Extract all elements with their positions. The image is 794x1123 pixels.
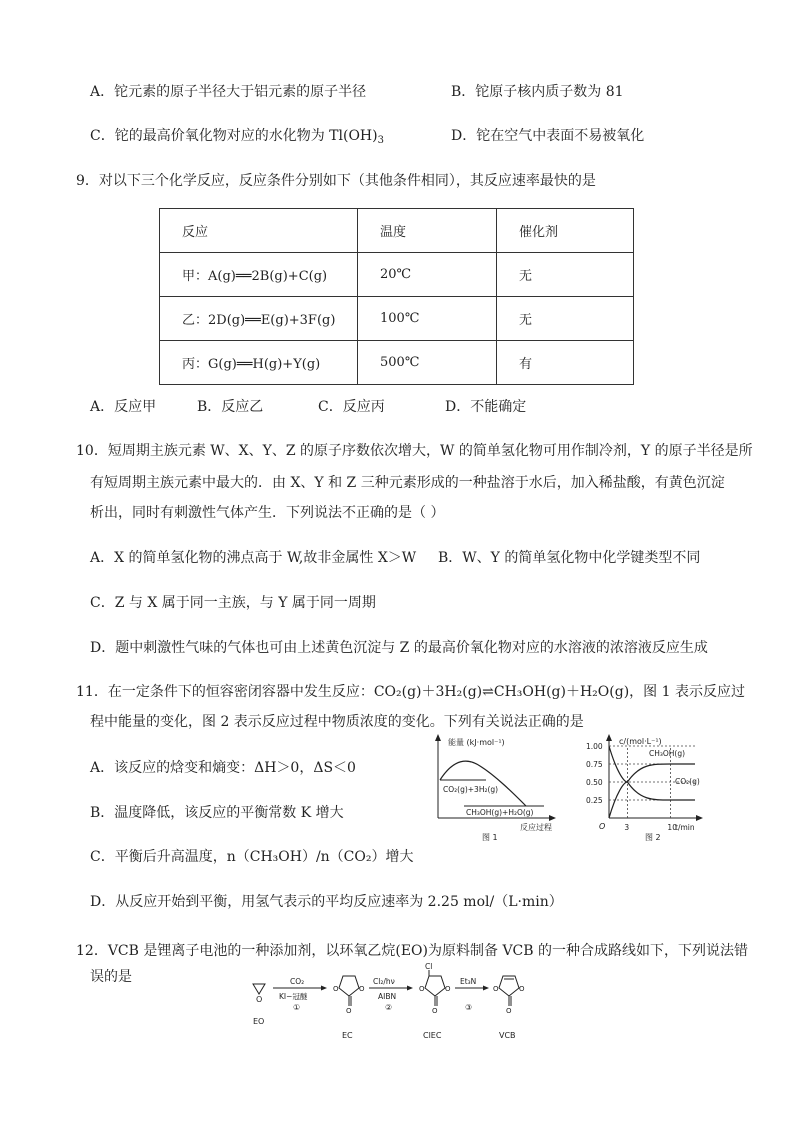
step1-condition: KI−冠醚	[279, 992, 308, 1001]
clec-structure	[425, 970, 445, 1006]
q8-option-a: A．铊元素的原子半径大于铝元素的原子半径	[90, 84, 367, 100]
table-header-cell: 温度	[358, 209, 497, 253]
fig2-legend-co2: CO₂(g)	[675, 777, 700, 786]
label-vcb: VCB	[499, 1031, 516, 1040]
table-header-row	[160, 209, 634, 253]
fig1-reactants-label: CO₂(g)+3H₂(g)	[443, 785, 499, 794]
fig2-y-arrow-icon	[606, 734, 612, 741]
fig1-caption: 图 1	[482, 833, 498, 842]
table-header-cell: 反应	[160, 209, 358, 253]
q10-option-b: B．W、Y 的简单氢化物中化学键类型不同	[438, 550, 701, 566]
ec-structure	[339, 976, 359, 1006]
fig1-xlabel: 反应过程	[520, 823, 552, 832]
q11-option-d: D．从反应开始到平衡，用氢气表示的平均反应速率为 2.25 mol/（L·min）	[90, 894, 563, 910]
fig2-xtick-label: 3	[624, 823, 630, 832]
q10-option-c: C．Z 与 X 属于同一主族，与 Y 属于同一周期	[90, 595, 376, 611]
vcb-oxygen-atom: O	[493, 985, 499, 993]
q11-equation: CO₂(g)＋3H₂(g)⇌CH₃OH(g)＋H₂O(g)	[373, 684, 630, 700]
q12-synthesis-route	[245, 958, 535, 1042]
vcb-carbonyl-oxygen: O	[506, 1007, 512, 1015]
q8-option-b: B．铊原子核内质子数为 81	[451, 84, 624, 100]
q12-stem-line1: 12．VCB 是锂离子电池的一种添加剂，以环氧乙烷(EO)为原料制备 VCB 的一种合成路线如下，下列说法错	[76, 943, 749, 959]
q9-option-d: D．不能确定	[445, 399, 527, 415]
fig2-xlabel: t/min	[675, 823, 695, 832]
q11-stem-post: ，图 1 表示反应过	[629, 684, 745, 700]
clec-carbonyl-oxygen: O	[432, 1007, 438, 1015]
table-row	[160, 253, 634, 297]
step2-reagent: Cl₂/hν	[373, 977, 395, 986]
ec-oxygen-atom: O	[359, 985, 365, 993]
fig2-series-ch3oh	[609, 764, 695, 818]
eo-oxygen-atom: O	[256, 995, 263, 1004]
step1-reagent: CO₂	[290, 977, 305, 986]
table-cell: 甲：A(g)══2B(g)+C(g)	[160, 253, 358, 297]
step2-arrowhead-icon	[407, 986, 413, 991]
fig2-ytick-label: 0.25	[586, 796, 603, 805]
label-clec: ClEC	[423, 1031, 442, 1040]
table-cell: 乙：2D(g)══E(g)+3F(g)	[160, 297, 358, 341]
fig2-ytick-label: 0.50	[586, 778, 603, 787]
q10-option-a: A．X 的简单氢化物的沸点高于 W,故非金属性 X＞W	[90, 550, 417, 566]
q10-option-d: D．题中刺激性气味的气体也可由上述黄色沉淀与 Z 的最高价氧化物对应的水溶液的浓溶液反应生成	[90, 640, 708, 656]
eo-structure	[253, 984, 265, 994]
fig2-xtick-label: 10	[667, 823, 677, 832]
q10-stem-line1: 10．短周期主族元素 W、X、Y、Z 的原子序数依次增大，W 的简单氢化物可用作制冷剂，Y 的原子半径是所	[76, 443, 753, 459]
q11-figure2-concentration-chart	[583, 732, 723, 844]
step3-arrowhead-icon	[483, 986, 489, 991]
table-header-cell: 催化剂	[497, 209, 634, 253]
q8-option-c	[90, 126, 384, 146]
label-ec: EC	[342, 1031, 353, 1040]
fig1-ylabel: 能量 (kJ·mol⁻¹)	[448, 738, 505, 747]
q11-figure1-energy-diagram	[426, 732, 566, 844]
table-row	[160, 341, 634, 385]
clec-oxygen-atom: O	[419, 985, 425, 993]
q9-stem: 9．对以下三个化学反应，反应条件分别如下（其他条件相同），其反应速率最快的是	[76, 173, 596, 189]
q9-option-b: B．反应乙	[197, 399, 264, 415]
step1-arrowhead-icon	[321, 986, 327, 991]
table-cell: 20℃	[358, 253, 497, 297]
vcb-structure	[499, 976, 519, 1006]
fig1-y-arrow-icon	[435, 734, 441, 741]
step3-reagent: Et₃N	[460, 977, 477, 986]
fig2-origin-label: O	[599, 822, 606, 831]
step1-number: ①	[293, 1003, 301, 1012]
q11-stem-line2: 程中能量的变化，图 2 表示反应过程中物质浓度的变化。下列有关说法正确的是	[90, 714, 584, 730]
fig2-ytick-label: 0.75	[586, 760, 603, 769]
q8-option-c-text: C．铊的最高价氧化物对应的水化物为 Tl(OH)	[90, 128, 378, 144]
table-cell: 无	[497, 297, 634, 341]
clec-oxygen-atom: O	[445, 985, 451, 993]
q9-reaction-table	[159, 208, 634, 385]
fig2-ylabel: c/(mol·L⁻¹)	[619, 737, 662, 746]
ec-oxygen-atom: O	[333, 985, 339, 993]
q11-stem-pre: 11．在一定条件下的恒容密闭容器中发生反应：	[76, 684, 374, 700]
q12-stem-line2: 误的是	[90, 969, 132, 985]
q11-stem-line1	[76, 682, 745, 702]
label-eo: EO	[253, 1017, 265, 1026]
q8-option-d: D．铊在空气中表面不易被氧化	[451, 128, 645, 144]
step2-condition: AIBN	[378, 992, 397, 1001]
fig2-x-arrow-icon	[696, 815, 703, 821]
clec-chlorine-atom: Cl	[425, 962, 433, 971]
fig1-products-label: CH₃OH(g)+H₂O(g)	[466, 808, 534, 817]
q11-option-c: C．平衡后升高温度，n（CH₃OH）/n（CO₂）增大	[90, 849, 414, 865]
fig2-legend-ch3oh: CH₃OH(g)	[649, 749, 686, 758]
table-cell: 无	[497, 253, 634, 297]
table-cell: 有	[497, 341, 634, 385]
q9-option-c: C．反应丙	[318, 399, 385, 415]
fig2-ytick-label: 1.00	[586, 742, 603, 751]
q10-stem-line3: 析出，同时有刺激性气体产生．下列说法不正确的是（ ）	[90, 505, 445, 521]
q9-option-a: A．反应甲	[90, 399, 157, 415]
fig2-caption: 图 2	[645, 833, 661, 842]
table-cell: 丙：G(g)══H(g)+Y(g)	[160, 341, 358, 385]
table-cell: 500℃	[358, 341, 497, 385]
fig1-energy-curve	[440, 761, 526, 806]
ec-carbonyl-oxygen: O	[346, 1007, 352, 1015]
step3-number: ③	[465, 1003, 473, 1012]
step2-number: ②	[385, 1003, 393, 1012]
fig1-x-arrow-icon	[549, 815, 556, 821]
q8-option-c-sub: 3	[377, 135, 384, 146]
q11-option-a: A．该反应的焓变和熵变：ΔH＞0，ΔS＜0	[90, 760, 356, 776]
q10-stem-line2: 有短周期主族元素中最大的．由 X、Y 和 Z 三种元素形成的一种盐溶于水后，加入稀盐酸，有黄色沉淀	[90, 475, 725, 491]
table-cell: 100℃	[358, 297, 497, 341]
q11-option-b: B．温度降低，该反应的平衡常数 K 增大	[90, 805, 344, 821]
table-row	[160, 297, 634, 341]
vcb-oxygen-atom: O	[519, 985, 525, 993]
